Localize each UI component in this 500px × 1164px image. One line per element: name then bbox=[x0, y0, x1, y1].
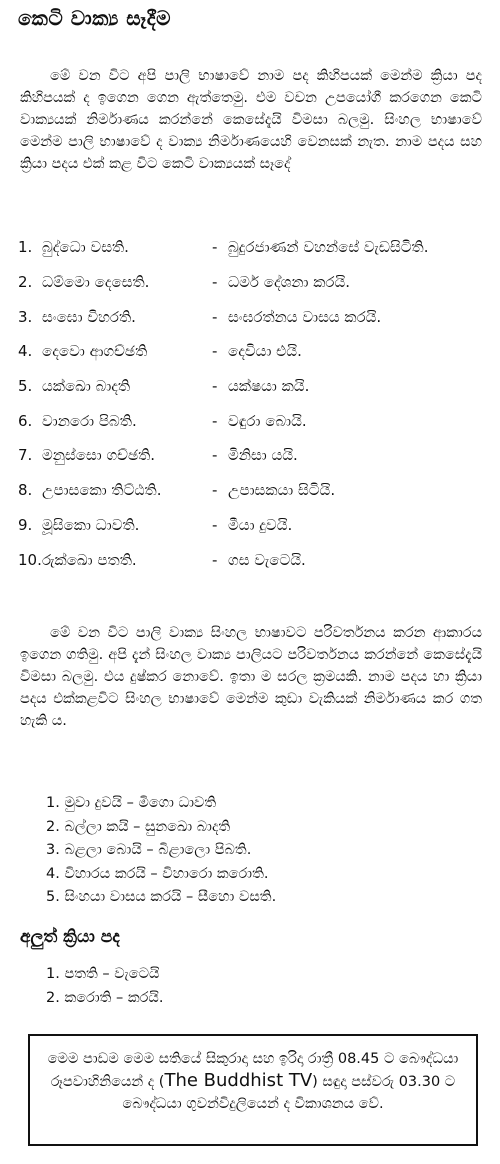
sinhala-translation: මීයා දුවයි. bbox=[228, 515, 293, 534]
list-item: 4. විහාරය කරයි – විහාරො කරොති. bbox=[46, 865, 269, 882]
list-item bbox=[18, 230, 488, 265]
sinhala-translation: සංඝරත්නය වාසය කරයි. bbox=[228, 307, 382, 326]
pali-sentence: ධම්මො දෙසෙති. bbox=[42, 273, 150, 292]
item-number: 10. bbox=[18, 550, 42, 569]
pali-sentence: මූසිකො ධාවති. bbox=[42, 515, 140, 534]
notice-text-part-b: ) සඳුදා පස්වරු 03.30 ට බෞද්ධයා ගුවන්විදුලියෙන් ද විකාශනය වේ. bbox=[122, 1074, 456, 1112]
broadcast-notice-box bbox=[28, 1034, 478, 1146]
list-item bbox=[18, 369, 488, 404]
pali-sentence: බුද්ධො වසති. bbox=[42, 238, 129, 257]
list-item bbox=[18, 299, 488, 334]
dash-separator: - bbox=[212, 238, 218, 257]
sinhala-translation: වඳුරා බොයි. bbox=[228, 411, 307, 430]
conversion-paragraph: මේ වන විට පාලි වාක්‍ය සිංහල භාෂාවට පරිවර්තනය කරන ආකාරය ඉගෙන ගතිමු. අපි දැන් සිංහල වාක්‍ය පාලියට පරිවර්තනය කරන්නේ කෙසේදැයි විමසා බලමු. එය දුෂ්කර නොවේ. ඉතා ම සරල ක්‍රමයකි. නාම පදය හා ක්‍රියා පදය එක්කළවිට සිංහල භාෂාවේ මෙන්ම කුඩා වැකියක් නිර්මාණය කර ගත හැකි ය. bbox=[20, 625, 482, 729]
pali-sentence: සංඝො විහරති. bbox=[42, 307, 136, 326]
dash-separator: - bbox=[212, 342, 218, 361]
pali-sentence: උපාසකො තිට්ඨති. bbox=[42, 481, 162, 500]
sinhala-translation: බුදුරජාණන් වහන්සේ වැඩසිටිති. bbox=[228, 238, 429, 257]
new-verbs-list bbox=[46, 962, 163, 1010]
list-item bbox=[18, 334, 488, 369]
dash-separator: - bbox=[212, 446, 218, 465]
list-item bbox=[18, 265, 488, 300]
list-item bbox=[18, 403, 488, 438]
list-item bbox=[18, 473, 488, 508]
notice-text-part-a: මෙම පාඩම මෙම සතියේ සිකුරාදා සහ ඉරිදා රාත්‍රී 08.45 ට බෞද්ධයා රූපවාහිනියෙන් ද ( bbox=[47, 1051, 459, 1090]
dash-separator: - bbox=[212, 377, 218, 396]
list-item: 2. බල්ලා කයි – සුනඛො බාදති bbox=[46, 818, 231, 835]
list-item: 1. පතති – වැටෙයි bbox=[46, 966, 160, 982]
dash-separator: - bbox=[212, 307, 218, 326]
list-item: 2. කරොති – කරයි. bbox=[46, 990, 164, 1006]
dash-separator: - bbox=[212, 411, 218, 430]
list-item bbox=[18, 438, 488, 473]
list-item: 3. බළලා බොයි – බිළාලො පිබති. bbox=[46, 842, 252, 858]
sinhala-translation: ගස වැටෙයි. bbox=[228, 550, 306, 569]
new-verbs-heading: අලුත් ක්‍රියා පද bbox=[20, 927, 120, 947]
pali-sentence: රුක්ඛො පතති. bbox=[42, 550, 137, 569]
intro-paragraph: මේ වන විට අපි පාලි භාෂාවේ නාම පද කිහිපයක් මෙන්ම ක්‍රියා පද කිහිපයක් ද ඉගෙන ගෙන ඇත්තෙමු. එම වචන උපයෝගී කරගෙන කෙටි වාක්‍යයක් නිර්මාණය කරන්නේ කෙසේදැයි විමසා බලමු. සිංහල භාෂාවේ මෙන්ම පාලි භාෂාවේ ද වාක්‍ය නිර්මාණයෙහි වෙනසක් නැත. නාම පදය සහ ක්‍රියා පදය එක් කළ විට කෙටි වාක්‍යයක් සෑදේ bbox=[20, 68, 482, 172]
dash-separator: - bbox=[212, 515, 218, 534]
dash-separator: - bbox=[212, 481, 218, 500]
item-number: 7. bbox=[18, 446, 33, 465]
dash-separator: - bbox=[212, 550, 218, 569]
sinhala-translation: ධර්ම දේශනා කරයි. bbox=[228, 273, 351, 292]
list-item bbox=[18, 542, 488, 577]
list-item: 5. සිංහයා වාසය කරයි – සීහො වසති. bbox=[46, 889, 277, 905]
list-item: 1. මුවා දුවයි – මිගො ධාවති bbox=[46, 795, 217, 811]
item-number: 3. bbox=[18, 307, 33, 326]
pali-sentence: මනුස්සො ගච්ඡති. bbox=[42, 446, 156, 465]
item-number: 4. bbox=[18, 342, 33, 361]
item-number: 8. bbox=[18, 481, 33, 500]
item-number: 6. bbox=[18, 411, 33, 430]
tv-channel-name: The Buddhist TV bbox=[164, 1070, 313, 1091]
list-item bbox=[18, 508, 488, 543]
page-title: කෙටි වාක්‍ය සෑදීම bbox=[18, 6, 172, 30]
sinhala-translation: යක්ෂයා කයි. bbox=[228, 377, 310, 396]
pali-sentence: දෙවො ආගච්ඡති bbox=[42, 342, 148, 361]
sentence-pairs-list bbox=[18, 230, 488, 577]
item-number: 1. bbox=[18, 238, 33, 257]
item-number: 2. bbox=[18, 273, 33, 292]
pali-sentence: වානරො පිබති. bbox=[42, 411, 137, 430]
item-number: 5. bbox=[18, 377, 33, 396]
translation-examples-list bbox=[46, 792, 276, 910]
dash-separator: - bbox=[212, 273, 218, 292]
sinhala-translation: උපාසකයා සිටියි. bbox=[228, 481, 336, 500]
sinhala-translation: මිනිසා යයි. bbox=[228, 446, 298, 465]
pali-sentence: යක්ඛො බාදති bbox=[42, 377, 131, 396]
sinhala-translation: දෙවියා එයි. bbox=[228, 342, 302, 361]
item-number: 9. bbox=[18, 515, 33, 534]
